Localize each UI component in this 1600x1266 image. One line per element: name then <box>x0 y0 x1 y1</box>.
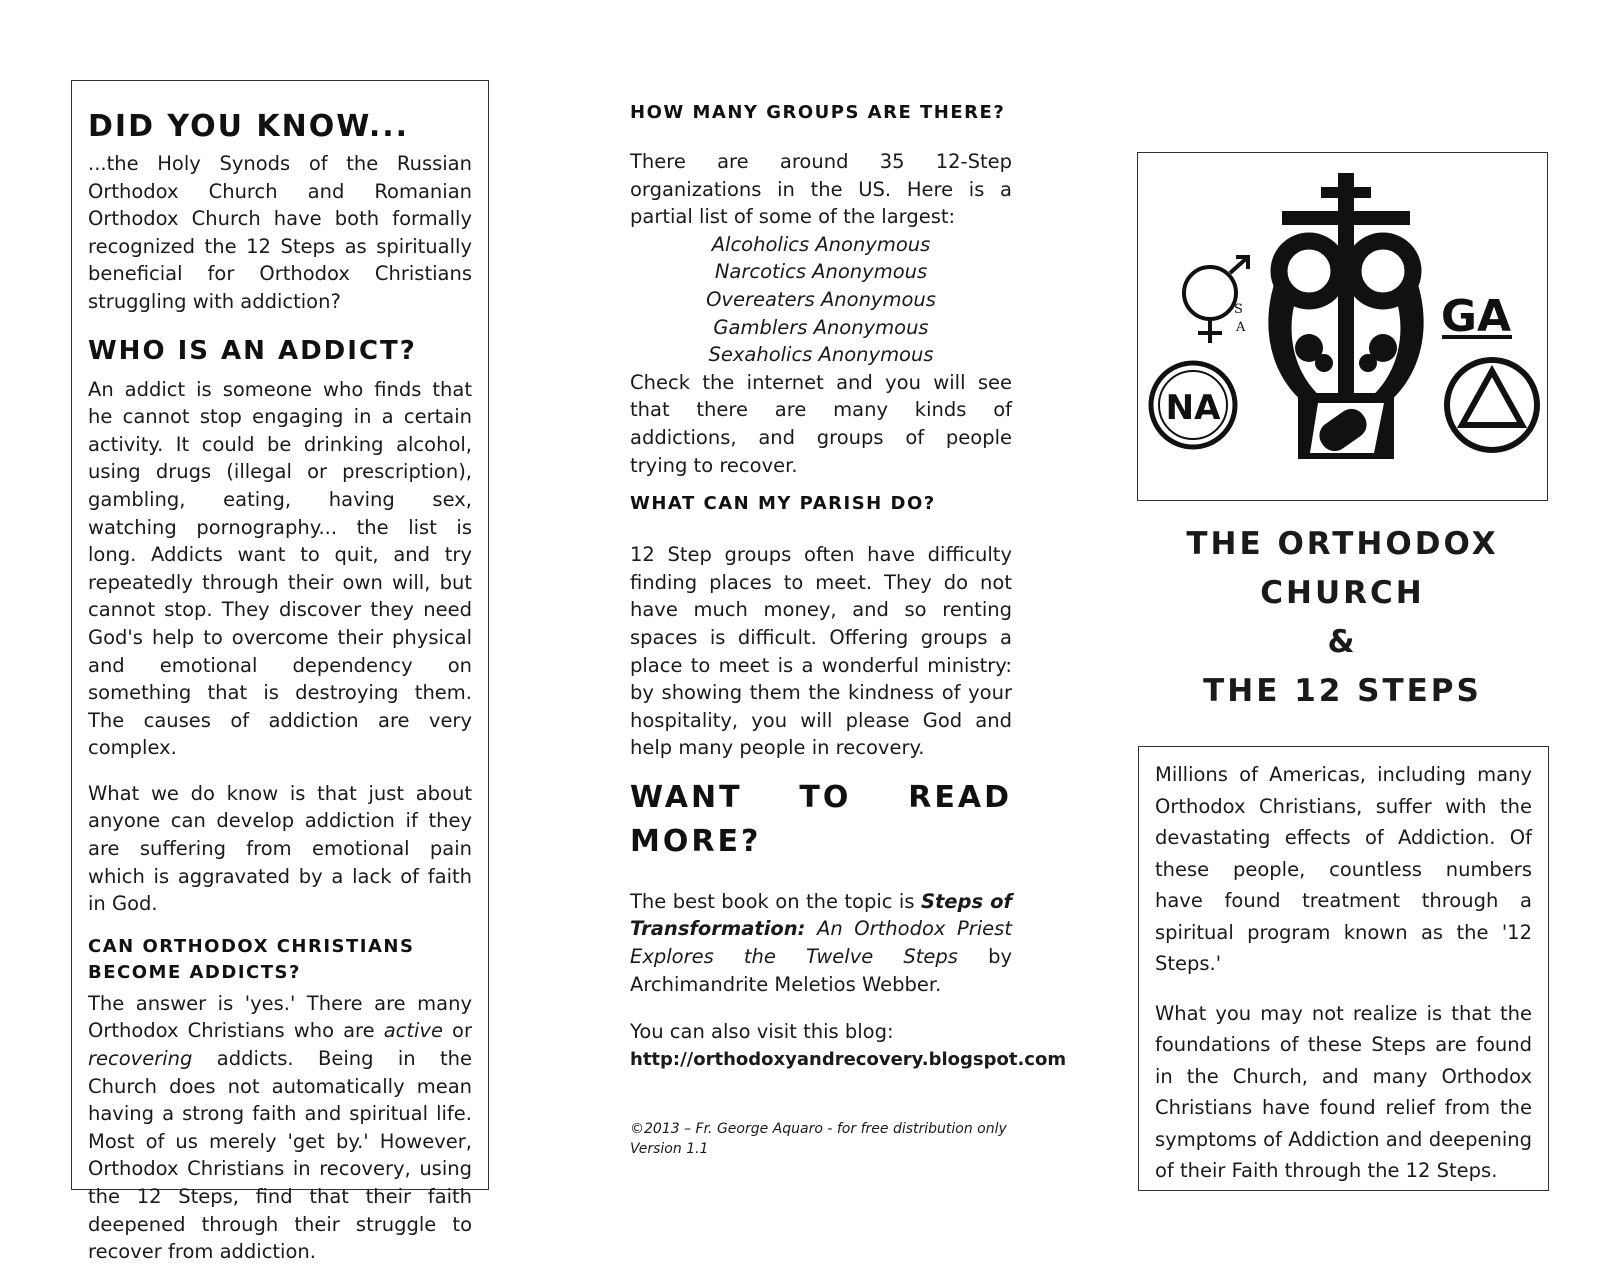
who-is-addict-heading: WHO IS AN ADDICT? <box>88 335 417 366</box>
groups-text: There are around 35 12-Step organizations in the US. Here is a partial list of some of the largest: <box>630 150 1012 229</box>
want-to-read-heading: WANT TO READ MORE? <box>630 779 1012 859</box>
how-many-groups-heading: HOW MANY GROUPS ARE THERE? <box>630 102 1006 123</box>
did-you-know-heading: DID YOU KNOW... <box>88 109 410 144</box>
can-text-c: addicts. Being in the Church does not automatically mean having a strong faith and spiritual life. Most of us merely 'get by.' However, Orthodox Christians in recovery, using the 12 Steps, find that their faith deepened through their struggle to recover from addiction. <box>88 1047 472 1264</box>
list-item: Gamblers Anonymous <box>713 315 929 339</box>
book-subtitle: An Orthodox Priest Explores the Twelve Steps <box>630 917 1012 969</box>
list-item: Narcotics Anonymous <box>714 260 928 284</box>
can-text-active: active <box>383 1019 443 1043</box>
read-text-a: The best book on the topic is <box>630 889 921 913</box>
did-you-know-text: ...the Holy Synods of the Russian Orthodox Church and Romanian Orthodox Church have both formally recognized the 12 Steps as spiritually beneficial for Orthodox Christians struggling with addiction? <box>88 152 472 313</box>
aa-logo-icon <box>1447 360 1537 450</box>
read-text-b: by Archimandrite Meletios Webber. <box>630 945 1013 996</box>
na-logo-label: NA <box>1165 388 1221 428</box>
version-text: Version 1.1 <box>630 1140 709 1157</box>
who-is-addict-text-1: An addict is someone who finds that he cannot stop engaging in a certain activity. It could be drinking alcohol, using drugs (illegal or prescription), gambling, eating, having sex, watching pornography... the list is long. Addicts want to quit, and try repeatedly through their own will, but cannot stop. They discover they need God's help to overcome their physical and emotional dependency on something that is destroying them. The causes of addiction are very complex. <box>88 377 472 760</box>
groups-text-2: Check the internet and you will see that there are many kinds of addictions, and groups of people trying to recover. <box>630 370 1012 477</box>
middle-panel <box>630 100 1067 1180</box>
list-item: Sexaholics Anonymous <box>708 343 934 367</box>
title-ampersand: & <box>1327 624 1358 660</box>
sa-logo-icon <box>1184 257 1248 343</box>
can-text-b: or <box>442 1019 472 1043</box>
logo-box <box>1137 152 1548 501</box>
na-logo-icon <box>1151 363 1235 447</box>
oa-logo-icon <box>1298 393 1394 459</box>
list-item: Alcoholics Anonymous <box>711 232 931 256</box>
who-is-addict-text-2: What we do know is that just about anyone can develop addiction if they are suffering from emotional pain which is aggravated by a lack of faith in God. <box>88 781 472 916</box>
sa-letter-a: A <box>1236 320 1246 335</box>
intro-text-1: Millions of Americas, including many Orthodox Christians, suffer with the devastating effects of Addiction. Of these people, countless numbers have found treatment through a spiritual program known as the '12 Steps.' <box>1155 763 1532 975</box>
what-can-parish-heading: WHAT CAN MY PARISH DO? <box>630 493 936 515</box>
orthodox-cross-icon <box>1268 173 1423 422</box>
copyright-text: ©2013 – Fr. George Aquaro - for free distribution only <box>630 1120 1007 1137</box>
parish-text: 12 Step groups often have difficulty finding places to meet. They do not have much money, and so renting spaces is difficult. Offering groups a place to meet is a wonderful ministry: by showing them the kindness of your hospitality, you will please God and help many people in recovery. <box>630 543 1012 760</box>
can-text-recovering: recovering <box>88 1047 193 1071</box>
groups-list <box>630 231 1012 369</box>
blog-text: You can also visit this blog: <box>630 1020 894 1044</box>
ga-logo-label: GA <box>1440 291 1512 342</box>
can-text-a: The answer is 'yes.' There are many Orthodox Christians who are <box>88 991 472 1043</box>
book-title: Steps of Transformation: <box>630 889 1012 941</box>
title-line-2: CHURCH <box>1260 575 1425 611</box>
right-panel <box>1138 746 1549 1191</box>
list-item: Overeaters Anonymous <box>706 287 936 311</box>
sa-letter-s: S <box>1234 302 1243 317</box>
left-panel <box>71 80 489 1264</box>
can-orthodox-heading: CAN ORTHODOX CHRISTIANS BECOME ADDICTS? <box>88 935 415 983</box>
title-line-3: THE 12 STEPS <box>1203 673 1482 709</box>
title-line-1: THE ORTHODOX <box>1186 526 1499 562</box>
read-text <box>630 888 1012 998</box>
intro-text-2: What you may not realize is that the foundations of these Steps are found in the Church, and many Orthodox Christians have found relief from the symptoms of Addiction and deepening of their Faith through the 12 Steps. <box>1155 1001 1532 1182</box>
blog-url: http://orthodoxyandrecovery.blogspot.com <box>630 1048 1067 1070</box>
can-orthodox-text <box>88 990 472 1266</box>
recovery-logos <box>1138 153 1546 499</box>
ga-logo-icon <box>1441 291 1512 342</box>
brochure-title <box>1137 520 1548 720</box>
